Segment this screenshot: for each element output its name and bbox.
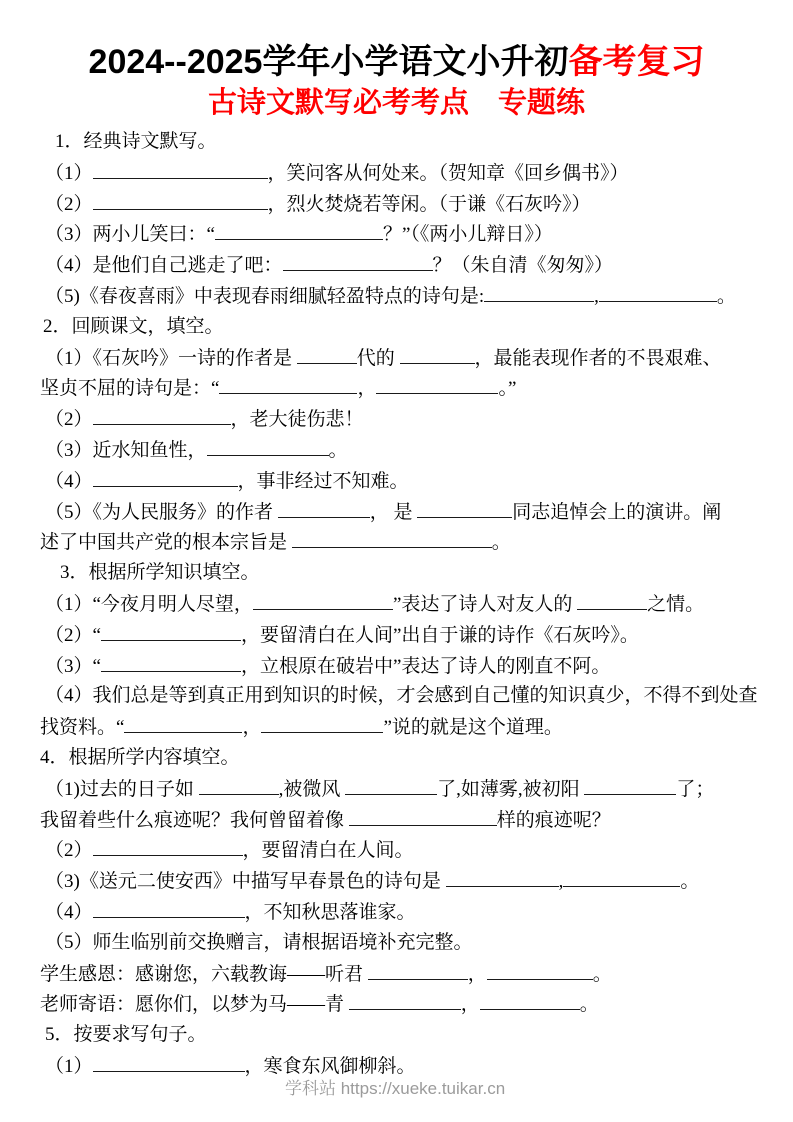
fill-blank[interactable] bbox=[484, 281, 594, 302]
line-5 bbox=[40, 250, 760, 281]
text-run: （1）《石灰吟》一诗的作者是 bbox=[45, 347, 297, 369]
text-run: 2．回顾课文，填空。 bbox=[43, 315, 224, 337]
fill-blank[interactable] bbox=[93, 1051, 245, 1072]
text-run: （2）“ bbox=[45, 624, 101, 646]
text-run: 找资料。“ bbox=[40, 717, 125, 739]
fill-blank[interactable] bbox=[577, 589, 647, 610]
text-run: （2） bbox=[45, 409, 93, 431]
fill-blank[interactable] bbox=[261, 712, 383, 733]
fill-blank[interactable] bbox=[283, 250, 433, 271]
page-title bbox=[0, 40, 793, 84]
text-run: 学生感恩：感谢您，六载教诲——听君 bbox=[40, 963, 368, 985]
text-run: 。” bbox=[498, 378, 517, 400]
fill-blank[interactable] bbox=[101, 620, 241, 641]
line-14 bbox=[40, 527, 760, 558]
fill-blank[interactable] bbox=[93, 158, 268, 179]
fill-blank[interactable] bbox=[93, 835, 243, 856]
fill-blank[interactable] bbox=[93, 466, 238, 487]
line-10 bbox=[40, 404, 760, 435]
fill-blank[interactable] bbox=[199, 774, 279, 795]
text-run: （3）两小儿笑曰：“ bbox=[45, 224, 215, 246]
text-run: （1）“今夜月明人尽望， bbox=[45, 593, 253, 615]
fill-blank[interactable] bbox=[599, 281, 717, 302]
text-run: （3)《送元二使安西》中描写早春景色的诗句是 bbox=[45, 871, 446, 893]
text-run: （4） bbox=[45, 470, 93, 492]
worksheet-body bbox=[40, 127, 760, 1082]
fill-blank[interactable] bbox=[219, 373, 357, 394]
text-run: 。 bbox=[579, 994, 599, 1016]
fill-blank[interactable] bbox=[292, 527, 492, 548]
text-run: 。 bbox=[491, 532, 511, 554]
text-run: 5．按要求写句子。 bbox=[45, 1024, 207, 1046]
page-title-black-text: 2024--2025学年小学语文小升初 bbox=[88, 43, 569, 81]
fill-blank[interactable] bbox=[93, 189, 268, 210]
text-run: , bbox=[558, 871, 564, 893]
text-run: （2） bbox=[45, 193, 93, 215]
text-run: ，立根原在破岩中”表达了诗人的刚直不阿。 bbox=[240, 655, 611, 677]
line-4 bbox=[40, 219, 760, 250]
text-run: （5)《春夜喜雨》中表现春雨细腻轻盈特点的诗句是: bbox=[45, 285, 485, 307]
fill-blank[interactable] bbox=[349, 989, 461, 1010]
line-7 bbox=[40, 312, 760, 343]
text-run: ，笑问客从何处来。（贺知章《回乡偶书》） bbox=[267, 162, 629, 184]
text-run: ，要留清白在人间。 bbox=[242, 840, 414, 862]
text-run: 同志追悼会上的演讲。阐 bbox=[512, 501, 722, 523]
text-run: （1)过去的日子如 bbox=[45, 778, 199, 800]
text-run: （1） bbox=[45, 162, 93, 184]
fill-blank[interactable] bbox=[376, 373, 498, 394]
text-run: （4） bbox=[45, 901, 93, 923]
fill-blank[interactable] bbox=[368, 959, 468, 980]
fill-blank[interactable] bbox=[253, 589, 393, 610]
fill-blank[interactable] bbox=[349, 805, 497, 826]
text-run: 。 bbox=[328, 439, 348, 461]
line-2 bbox=[40, 158, 760, 189]
text-run: 。 bbox=[680, 871, 700, 893]
text-run: 3．根据所学知识填空。 bbox=[60, 562, 260, 584]
fill-blank[interactable] bbox=[417, 497, 512, 518]
text-run: 。 bbox=[592, 963, 612, 985]
text-run: ， bbox=[357, 378, 377, 400]
text-run: 我留着些什么痕迹呢？我何曾留着像 bbox=[40, 809, 349, 831]
text-run: 代的 bbox=[356, 347, 400, 369]
text-run: ？（朱自清《匆匆》） bbox=[432, 255, 614, 277]
line-15 bbox=[40, 558, 760, 589]
line-3 bbox=[40, 189, 760, 220]
line-30 bbox=[40, 1020, 760, 1051]
text-run: 1．经典诗文默写。 bbox=[55, 131, 217, 152]
text-run: ，要留清白在人间”出自于谦的诗作《石灰吟》。 bbox=[240, 624, 639, 646]
page-subtitle: 古诗文默写必考考点 专题练 bbox=[207, 87, 585, 119]
line-13 bbox=[40, 497, 760, 528]
line-21 bbox=[40, 743, 760, 774]
line-24 bbox=[40, 835, 760, 866]
line-20 bbox=[40, 712, 760, 743]
text-run: 。 bbox=[716, 285, 736, 307]
line-16 bbox=[40, 589, 760, 620]
watermark: 学科站 https://xueke.tuikar.cn bbox=[285, 1079, 506, 1098]
text-run: ， bbox=[242, 717, 262, 739]
fill-blank[interactable] bbox=[215, 219, 383, 240]
text-run: ？”（《两小儿辩日》） bbox=[382, 224, 553, 246]
line-29 bbox=[40, 989, 760, 1020]
text-run: （4）是他们自己逃走了吧： bbox=[45, 255, 283, 277]
text-run: ”表达了诗人对友人的 bbox=[392, 593, 578, 615]
text-run: （3）近水知鱼性， bbox=[45, 439, 207, 461]
fill-blank[interactable] bbox=[400, 343, 475, 364]
text-run: , bbox=[594, 285, 599, 307]
text-run: 4．根据所学内容填空。 bbox=[40, 746, 240, 768]
fill-blank[interactable] bbox=[480, 989, 580, 1010]
text-run: 了； bbox=[676, 778, 715, 800]
text-run: ， bbox=[460, 994, 480, 1016]
text-run: ,被微风 bbox=[278, 778, 346, 800]
line-8 bbox=[40, 343, 760, 374]
text-run: （1） bbox=[45, 1055, 93, 1077]
fill-blank[interactable] bbox=[124, 712, 242, 733]
text-run: ，最能表现作者的不畏艰难、 bbox=[474, 347, 722, 369]
text-run: 坚贞不屈的诗句是：“ bbox=[40, 378, 220, 400]
fill-blank[interactable] bbox=[584, 774, 676, 795]
line-17 bbox=[40, 620, 760, 651]
line-18 bbox=[40, 651, 760, 682]
text-run: （4）我们总是等到真正用到知识的时候，才会感到自己懂的知识真少，不得不到处查 bbox=[45, 685, 758, 707]
text-run: ，烈火焚烧若等闲。（于谦《石灰吟》） bbox=[267, 193, 591, 215]
fill-blank[interactable] bbox=[93, 404, 231, 425]
text-run: ”说的就是这个道理。 bbox=[383, 717, 563, 739]
text-run: 述了中国共产党的根本宗旨是 bbox=[40, 532, 292, 554]
fill-blank[interactable] bbox=[278, 497, 370, 518]
line-6 bbox=[40, 281, 760, 312]
fill-blank[interactable] bbox=[101, 651, 241, 672]
line-28 bbox=[40, 959, 760, 990]
fill-blank[interactable] bbox=[207, 435, 329, 456]
fill-blank[interactable] bbox=[446, 866, 559, 887]
line-11 bbox=[40, 435, 760, 466]
fill-blank[interactable] bbox=[93, 897, 245, 918]
line-27 bbox=[40, 928, 760, 959]
text-run: 老师寄语：愿你们，以梦为马——青 bbox=[40, 994, 349, 1016]
text-run: ，不知秋思落谁家。 bbox=[244, 901, 416, 923]
text-run: ，寒食东风御柳斜。 bbox=[244, 1055, 416, 1077]
line-25 bbox=[40, 866, 760, 897]
fill-blank[interactable] bbox=[487, 959, 593, 980]
line-22 bbox=[40, 774, 760, 805]
fill-blank[interactable] bbox=[345, 774, 437, 795]
text-run: 了,如薄雾,被初阳 bbox=[437, 778, 585, 800]
fill-blank[interactable] bbox=[563, 866, 680, 887]
line-1 bbox=[40, 127, 760, 158]
text-run: ， bbox=[467, 963, 487, 985]
text-run: （2） bbox=[45, 840, 93, 862]
page-title-red-text: 备考复习 bbox=[568, 43, 705, 81]
line-9 bbox=[40, 373, 760, 404]
line-19 bbox=[40, 681, 760, 712]
text-run: 样的痕迹呢？ bbox=[496, 809, 611, 831]
text-run: ，事非经过不知难。 bbox=[237, 470, 409, 492]
line-12 bbox=[40, 466, 760, 497]
text-run: （5）师生临别前交换赠言，请根据语境补充完整。 bbox=[45, 931, 473, 953]
text-run: （5）《为人民服务》的作者 bbox=[45, 501, 278, 523]
text-run: 之情。 bbox=[647, 593, 705, 615]
text-run: （3）“ bbox=[45, 655, 101, 677]
text-run: ，老大徒伤悲！ bbox=[230, 409, 364, 431]
fill-blank[interactable] bbox=[297, 343, 357, 364]
page-header bbox=[0, 40, 793, 122]
line-26 bbox=[40, 897, 760, 928]
line-23 bbox=[40, 805, 760, 836]
text-run: ， 是 bbox=[369, 501, 418, 523]
